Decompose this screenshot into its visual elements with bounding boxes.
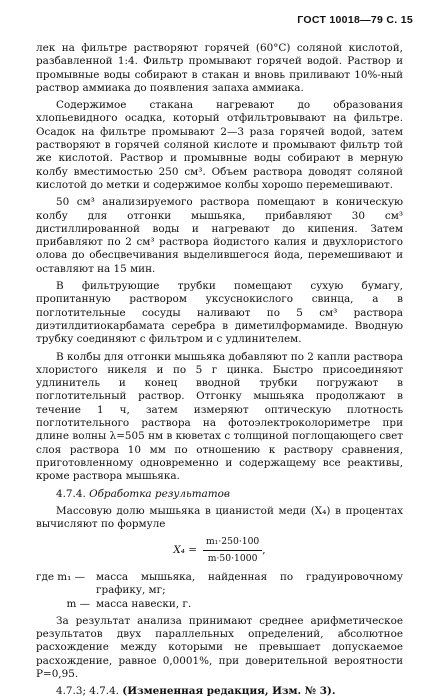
where-symbol-m: m —: [66, 597, 90, 610]
amendment-refs: 4.7.3; 4.7.4.: [56, 685, 119, 698]
where-desc-m: масса навески, г.: [96, 597, 192, 610]
where-list: [36, 571, 403, 611]
where-desc-m1: масса мышьяка, найденная по градуировочному графику, мг;: [96, 570, 403, 597]
paragraph-2: Содержимое стакана нагревают до образования хлопьевидного осадка, который отфильтровывают на фильтре. Осадок на фильтре промывают 2—3 раза горячей водой, затем растворяют в горячей соляной кислоте и промывают фильтр той же кислотой. Раствор и промывные воды собирают в мерную колбу вместимостью 250 см³. Объем раствора доводят соляной кислотой до метки и содержимое колбы хорошо перемешивают.: [36, 99, 403, 191]
section-number: 4.7.4.: [56, 487, 86, 500]
formula-denominator: m·50·1000: [207, 552, 258, 564]
section-heading: [36, 488, 403, 501]
paragraph-1: лек на фильтре растворяют горячей (60°С) соляной кислотой, разбавленной 1:4. Фильтр промывают горячей водой. Раствор и промывные воды собирают в стакан и вновь приливают 10%-ный раствор аммиака до появления запаха аммиака.: [36, 42, 403, 94]
page-header: ГОСТ 10018—79 С. 15: [297, 14, 413, 26]
section-title: Обработка результатов: [89, 487, 230, 500]
formula: [36, 535, 403, 565]
formula-lhs: X₄ =: [173, 543, 197, 556]
formula-tail: ,: [262, 543, 266, 556]
amendment-text: (Измененная редакция, Изм. № 3).: [122, 685, 336, 698]
document-body: [36, 42, 403, 699]
formula-fraction: [203, 535, 262, 565]
where-symbol-m1: где m₁ —: [36, 570, 86, 583]
formula-numerator: m₁·250·100: [203, 535, 262, 550]
paragraph-4: В фильтрующие трубки помещают сухую бумагу, пропитанную раствором уксуснокислого свинца, а в поглотительные сосуды наливают по 5 см³ раствора диэтилдитиокарбамата серебра в диметилформамиде. Вводную трубку соединяют с фильтром и с удлинителем.: [36, 280, 403, 346]
paragraph-3: 50 см³ анализируемого раствора помещают в коническую колбу для отгонки мышьяка, прибавляют 30 см³ дистиллированной воды и нагревают до кипения. Затем прибавляют по 2 см³ раствора йодистого калия и двухлористого олова до обесцвечивания выделившегося йода, перемешивают и оставляют на 15 мин.: [36, 196, 403, 275]
result-intro: Массовую долю мышьяка в цианистой меди (X₄) в процентах вычисляют по формуле: [36, 504, 403, 531]
paragraph-5: В колбы для отгонки мышьяка добавляют по 2 капли раствора хлористого никеля и по 5 г цинка. Быстро присоединяют удлинитель и конец вводной трубки погружают в поглотительный раствор. Отгонку мышьяка продолжают в течение 1 ч, затем измеряют оптическую плотность поглотительного раствора на фотоэлектроколориметре при длине волны λ=505 нм в кюветах с толщиной поглощающего свет слоя раствора 10 мм по отношению к раствору сравнения, приготовленному одновременно и содержащему все реактивы, кроме раствора мышьяка.: [36, 350, 403, 483]
amendment-note: [36, 685, 403, 698]
paragraph-final: За результат анализа принимают среднее арифметическое результатов двух параллельных определений, абсолютное расхождение между которыми не превышает допускаемое расхождение, равное 0,0001%, при доверительной вероятности P=0,95.: [36, 614, 403, 681]
